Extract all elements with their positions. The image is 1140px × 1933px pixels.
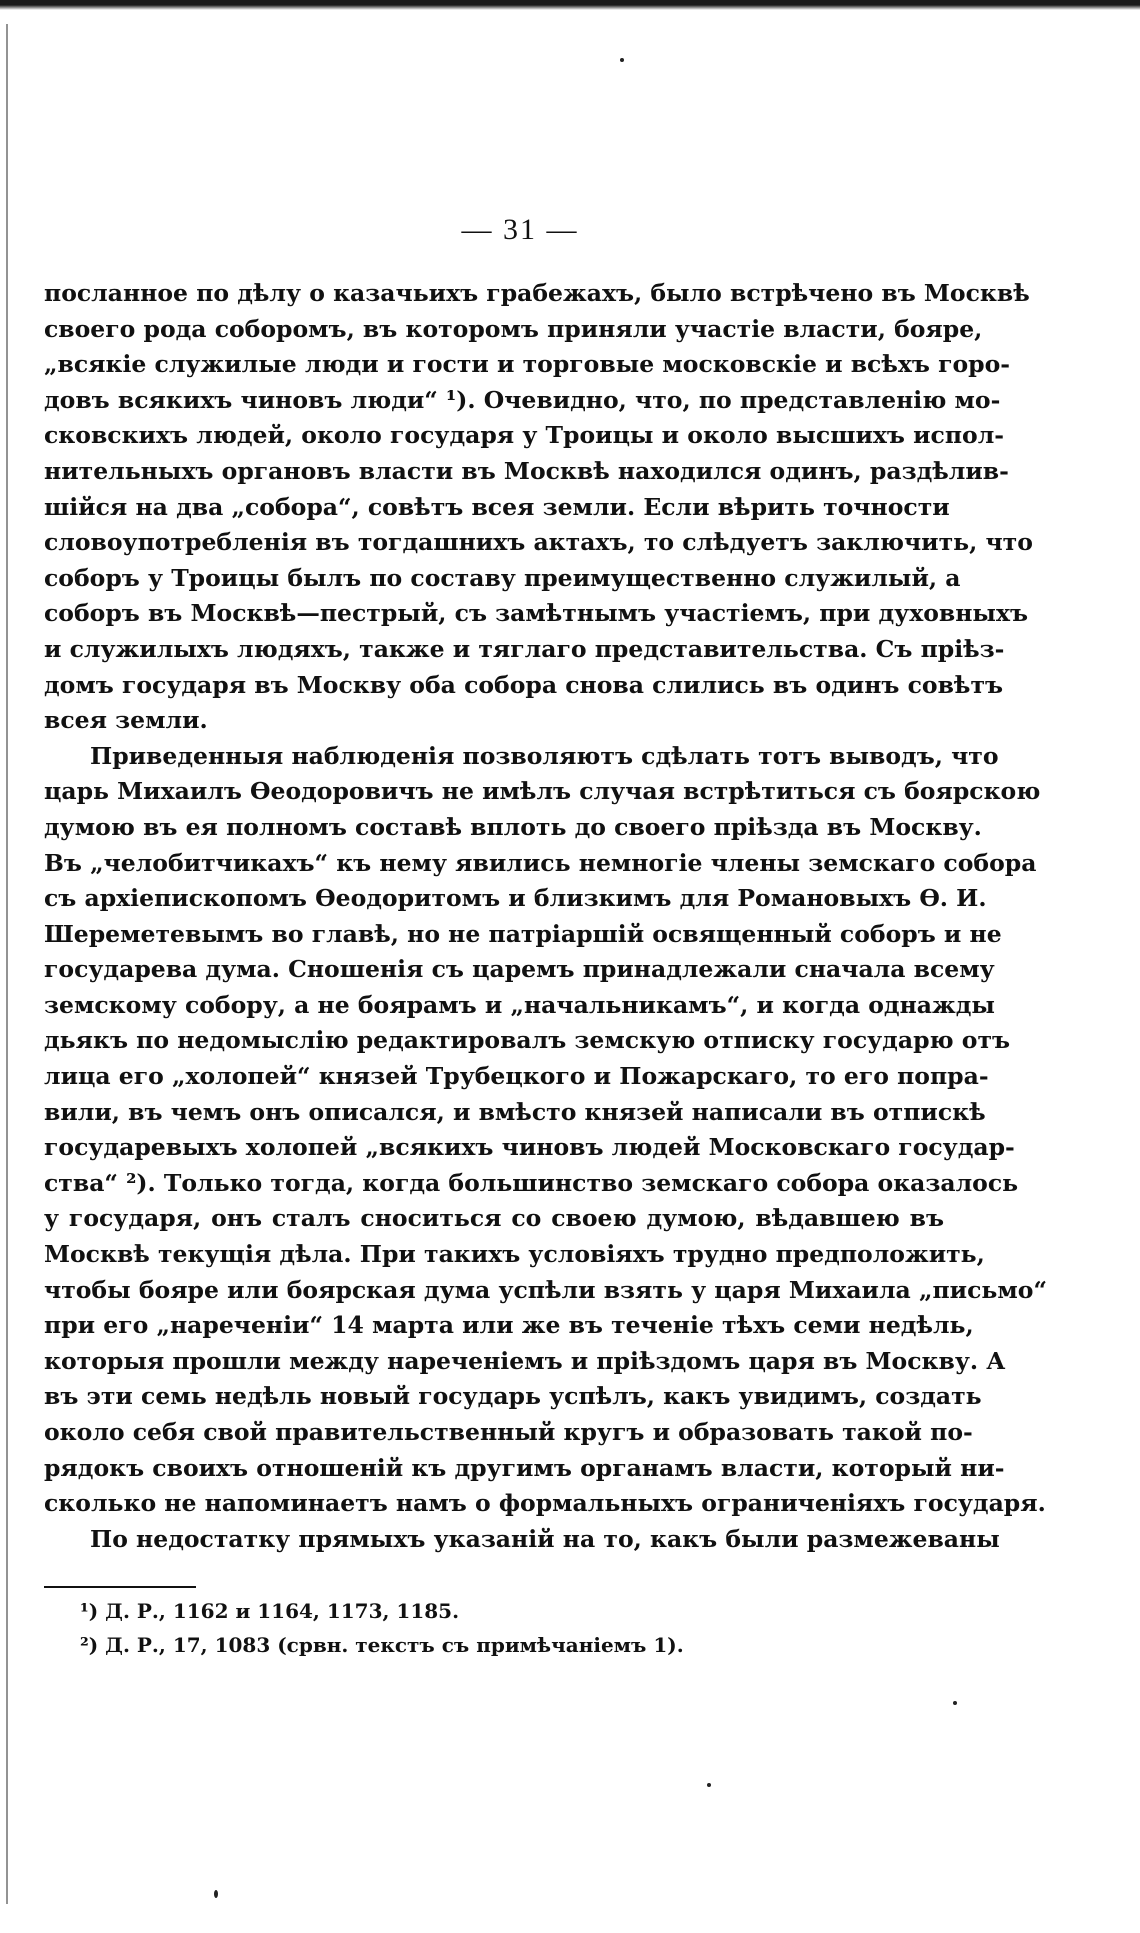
text-line: домъ государя въ Москву оба собора снова слились въ одинъ совѣтъ — [44, 670, 1004, 699]
text-line: своего рода соборомъ, въ которомъ приняли участіе власти, бояре, — [44, 314, 983, 343]
text-line: чтобы бояре или боярская дума успѣли взять у царя Михаила „письмо“ — [44, 1275, 1047, 1304]
text-line: которыя прошли между нареченіемъ и пріѣздомъ царя въ Москву. А — [44, 1346, 1006, 1375]
text-line: нительныхъ органовъ власти въ Москвѣ находился одинъ, раздѣлив- — [44, 456, 1009, 485]
text-line: словоупотребленія въ тогдашнихъ актахъ, то слѣдуетъ заключить, что — [44, 528, 1033, 557]
page-number: — 31 — — [461, 213, 579, 246]
text-line: и служилыхъ людяхъ, также и тяглаго представительства. Съ пріѣз- — [44, 634, 1005, 663]
paragraph-start-line: Приведенныя наблюденія позволяютъ сдѣлать тотъ выводъ, что — [90, 741, 999, 770]
footnote-divider — [44, 1586, 196, 1588]
text-line: въ эти семь недѣль новый государь успѣлъ, какъ увидимъ, создать — [44, 1382, 982, 1411]
text-line: дьякъ по недомыслію редактировалъ земскую отписку государю отъ — [44, 1026, 1011, 1055]
text-line: вили, въ чемъ онъ описался, и вмѣсто князей написали въ отпискѣ — [44, 1097, 986, 1126]
paper-speck — [620, 58, 624, 62]
text-line: Шереметевымъ во главѣ, но не патріаршій освященный соборъ и не — [44, 919, 1002, 948]
paper-speck — [707, 1783, 711, 1787]
text-line: при его „нареченіи“ 14 марта или же въ теченіе тѣхъ семи недѣль, — [44, 1311, 974, 1340]
text-line: лица его „холопей“ князей Трубецкого и Пожарскаго, то его попра- — [44, 1062, 989, 1091]
body-text — [44, 276, 1047, 1557]
text-line: земскому собору, а не боярамъ и „начальникамъ“, и когда однажды — [44, 990, 995, 1019]
text-line: всея земли. — [44, 706, 208, 735]
footnotes — [80, 1594, 880, 1662]
text-line: государева дума. Сношенія съ царемъ принадлежали сначала всему — [44, 955, 995, 984]
text-line: посланное по дѣлу о казачьихъ грабежахъ, было встрѣчено въ Москвѣ — [44, 279, 1030, 307]
text-line: Москвѣ текущія дѣла. При такихъ условіяхъ трудно предположить, — [44, 1240, 985, 1269]
text-line: рядокъ своихъ отношеній къ другимъ органамъ власти, который ни- — [44, 1453, 1005, 1482]
text-line: у государя, онъ сталъ сноситься со своею думою, вѣдавшею въ — [44, 1204, 944, 1233]
paragraph-start-line: По недостатку прямыхъ указаній на то, какъ были размежеваны — [90, 1524, 1000, 1553]
text-line: Въ „челобитчикахъ“ къ нему явились немногіе члены земскаго собора — [44, 848, 1037, 877]
text-line: царь Михаилъ Ѳеодоровичъ не имѣлъ случая встрѣтиться съ боярскою — [44, 777, 1041, 806]
text-line: ства“ ²). Только тогда, когда большинство земскаго собора оказалось — [44, 1168, 1019, 1197]
text-line: съ архіепископомъ Ѳеодоритомъ и близкимъ для Романовыхъ Ѳ. И. — [44, 884, 987, 913]
footnote: ¹) Д. Р., 1162 и 1164, 1173, 1185. — [80, 1599, 460, 1623]
text-line: довъ всякихъ чиновъ люди“ ¹). Очевидно, что, по представленію мо- — [44, 385, 1001, 414]
text-line: около себя свой правительственный кругъ и образовать такой по- — [44, 1418, 973, 1446]
text-line: думою въ ея полномъ составѣ вплоть до своего пріѣзда въ Москву. — [44, 812, 982, 841]
text-line: сколько не напоминаетъ намъ о формальныхъ ограниченіяхъ государя. — [44, 1489, 1046, 1518]
text-line: соборъ въ Москвѣ—пестрый, съ замѣтнымъ участіемъ, при духовныхъ — [44, 599, 1029, 628]
text-line: „всякіе служилые люди и гости и торговые московскіе и всѣхъ горо- — [44, 350, 1011, 379]
paper-speck — [953, 1701, 957, 1705]
text-line: шійся на два „собора“, совѣтъ всея земли. Если вѣрить точности — [44, 492, 950, 521]
footnote: ²) Д. Р., 17, 1083 (срвн. текстъ съ примѣчаніемъ 1). — [80, 1633, 684, 1657]
text-line: сковскихъ людей, около государя у Троицы и около высшихъ испол- — [44, 421, 1005, 450]
text-line: государевыхъ холопей „всякихъ чиновъ людей Московскаго государ- — [44, 1133, 1015, 1162]
text-line: соборъ у Троицы былъ по составу преимущественно служилый, а — [44, 563, 961, 592]
page-left-edge — [6, 24, 8, 1904]
page-top-edge — [0, 0, 1140, 10]
paper-speck — [214, 1890, 218, 1898]
